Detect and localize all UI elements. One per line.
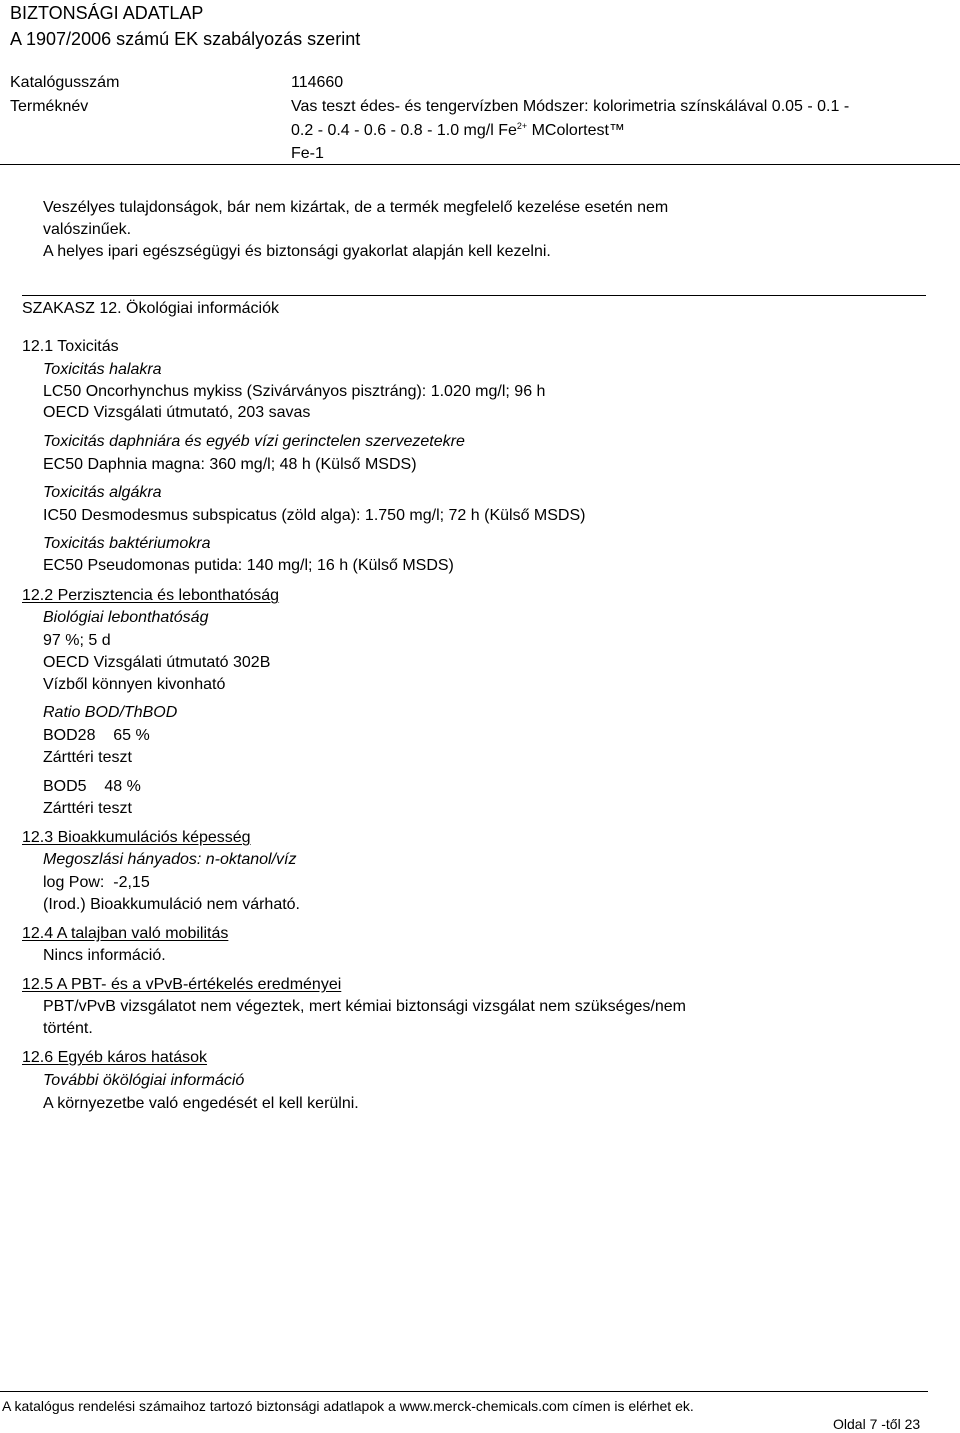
log-pow-value: log Pow: -2,15 bbox=[43, 874, 150, 891]
intro-line-1: Veszélyes tulajdonságok, bár nem kizártak, de a termék megfelelő kezelése esetén nem bbox=[43, 199, 669, 216]
heading-12-1: 12.1 Toxicitás bbox=[22, 338, 119, 355]
other-ecological-label: További ökölógiai információ bbox=[43, 1072, 245, 1089]
bod5-note: Zárttéri teszt bbox=[43, 800, 132, 817]
daphnia-toxicity-label: Toxicitás daphniára és egyéb vízi gerinctelen szervezetekre bbox=[43, 433, 465, 450]
product-name-superscript: 2+ bbox=[516, 121, 528, 131]
heading-12-5: 12.5 A PBT- és a vPvB-értékelés eredményei bbox=[22, 976, 342, 993]
bod28-note: Zárttéri teszt bbox=[43, 749, 132, 766]
algae-toxicity-value: IC50 Desmodesmus subspicatus (zöld alga): 1.750 mg/l; 72 h (Külső MSDS) bbox=[43, 507, 586, 524]
product-name-label: Terméknév bbox=[10, 98, 89, 115]
fish-toxicity-value: LC50 Oncorhynchus mykiss (Szivárványos pisztráng): 1.020 mg/l; 96 h bbox=[43, 383, 546, 400]
biodegradability-note: Vízből könnyen kivonható bbox=[43, 676, 226, 693]
bod-ratio-label: Ratio BOD/ThBOD bbox=[43, 704, 178, 721]
pbt-assessment-line-2: történt. bbox=[43, 1020, 93, 1037]
other-ecological-value: A környezetbe való engedését el kell kerülni. bbox=[43, 1095, 359, 1112]
heading-12-6: 12.6 Egyéb káros hatások bbox=[22, 1049, 208, 1066]
header-divider bbox=[0, 164, 960, 165]
regulation-subtitle: A 1907/2006 számú EK szabályozás szerint bbox=[10, 29, 361, 49]
soil-mobility-value: Nincs információ. bbox=[43, 947, 166, 964]
heading-12-3: 12.3 Bioakkumulációs képesség bbox=[22, 829, 251, 846]
bioaccumulation-note: (Irod.) Bioakkumuláció nem várható. bbox=[43, 896, 300, 913]
page-number: Oldal 7 -től 23 bbox=[833, 1416, 921, 1432]
pbt-assessment-line-1: PBT/vPvB vizsgálatot nem végeztek, mert kémiai biztonsági vizsgálat nem szükséges/nem bbox=[43, 998, 686, 1015]
product-name-line-3: Fe-1 bbox=[291, 145, 324, 162]
product-name-line-2 bbox=[291, 120, 625, 142]
catalog-number-value: 114660 bbox=[291, 74, 344, 91]
biodegradability-guideline: OECD Vizsgálati útmutató 302B bbox=[43, 654, 271, 671]
daphnia-toxicity-value: EC50 Daphnia magna: 360 mg/l; 48 h (Külső MSDS) bbox=[43, 456, 417, 473]
catalog-number-label: Katalógusszám bbox=[10, 74, 120, 91]
heading-12-2: 12.2 Perzisztencia és lebonthatóság bbox=[22, 587, 280, 604]
product-name-line-1: Vas teszt édes- és tengervízben Módszer: kolorimetria színskálával 0.05 - 0.1 - bbox=[291, 98, 850, 115]
section-divider bbox=[22, 295, 926, 296]
bacteria-toxicity-value: EC50 Pseudomonas putida: 140 mg/l; 16 h (Külső MSDS) bbox=[43, 557, 454, 574]
section-title: SZAKASZ 12. Ökológiai információk bbox=[22, 300, 279, 317]
footer-note: A katalógus rendelési számaihoz tartozó biztonsági adatlapok a www.merck-chemicals.com címen is elérhet ek. bbox=[2, 1398, 694, 1414]
biodegradability-value: 97 %; 5 d bbox=[43, 632, 111, 649]
fish-toxicity-label: Toxicitás halakra bbox=[43, 361, 162, 378]
biodegradability-label: Biológiai lebonthatóság bbox=[43, 609, 209, 626]
heading-12-4: 12.4 A talajban való mobilitás bbox=[22, 925, 229, 942]
document-title: BIZTONSÁGI ADATLAP bbox=[10, 3, 204, 23]
bod5-value: BOD5 48 % bbox=[43, 778, 141, 795]
footer-divider bbox=[0, 1391, 928, 1392]
partition-coefficient-label: Megoszlási hányados: n-oktanol/víz bbox=[43, 851, 297, 868]
product-name-line-2a: 0.2 - 0.4 - 0.6 - 0.8 - 1.0 mg/l Fe bbox=[291, 122, 517, 139]
bod28-value: BOD28 65 % bbox=[43, 727, 150, 744]
intro-line-2: valószinűek. bbox=[43, 221, 132, 238]
product-name-line-2b: MColortest™ bbox=[527, 122, 625, 139]
fish-toxicity-guideline: OECD Vizsgálati útmutató, 203 savas bbox=[43, 404, 311, 421]
intro-line-3: A helyes ipari egészségügyi és biztonsági gyakorlat alapján kell kezelni. bbox=[43, 243, 551, 260]
algae-toxicity-label: Toxicitás algákra bbox=[43, 484, 162, 501]
bacteria-toxicity-label: Toxicitás baktériumokra bbox=[43, 535, 211, 552]
